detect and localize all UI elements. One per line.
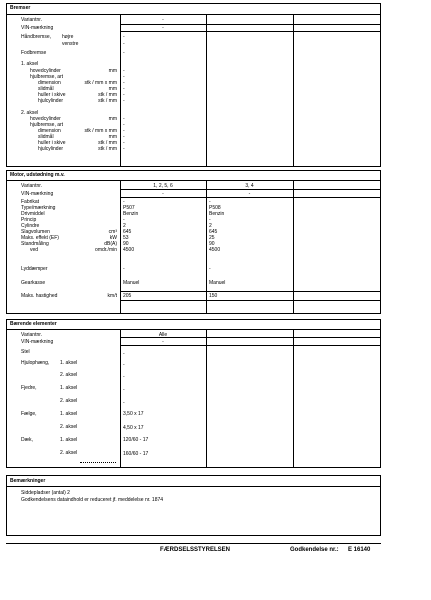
brake-row-unit: stk / mm x mm — [84, 80, 117, 86]
footbrake-label: Fodbremse — [21, 50, 47, 56]
fjedre-axle1: 1. aksel — [60, 385, 78, 391]
motor-row-unit: kW — [109, 235, 117, 241]
fjedre-label: Fjedre, — [21, 385, 37, 391]
motor-col-line-2 — [206, 180, 207, 314]
footbrake-value: - — [123, 50, 125, 56]
brake-row-unit: mm — [108, 86, 117, 92]
motor-row-label: Type/mærkning — [21, 205, 56, 211]
brake-row-value: - — [123, 140, 125, 146]
speed-v1: 205 — [123, 293, 132, 299]
motor-row-v2: 25 — [209, 235, 215, 241]
brake-row-label: hjulcylinder — [38, 146, 64, 152]
motor-row-unit: omdr./min — [95, 247, 117, 253]
motor-row-v1: 645 — [123, 229, 132, 235]
motor-row-label: Slagvolumen — [21, 229, 50, 235]
brakes-col1-vin: - — [162, 25, 164, 31]
motor-vin-line — [120, 197, 381, 198]
brake-row-unit: stk / mm — [98, 146, 117, 152]
motor-row-v2: 90 — [209, 241, 215, 247]
motor-row-v2: - — [209, 217, 211, 223]
handbrake-left-label: venstre — [62, 41, 79, 47]
motor-row-label: Standmåling — [21, 241, 49, 247]
brakes-col-line-3 — [293, 14, 294, 167]
brakes-axle1-label: 1. aksel — [21, 61, 39, 67]
remarks-title: Bemærkninger — [10, 478, 46, 484]
handbrake-right-label: højre — [62, 34, 74, 40]
fjedre-axle2-value: - — [123, 400, 125, 406]
brake-row-unit: stk / mm — [98, 140, 117, 146]
brake-row-unit: mm — [108, 116, 117, 122]
brake-row-value: - — [123, 80, 125, 86]
brake-row-label: dimension — [38, 128, 61, 134]
brakes-vin-line — [120, 31, 381, 32]
remarks-line-2: Godkendelsens dataindhold er reduceret jf. meddelelse nr. 1874 — [21, 497, 164, 503]
carrying-col1-vin: - — [162, 339, 164, 345]
brake-row-value: - — [123, 92, 125, 98]
speed-line-bottom — [120, 300, 381, 301]
brake-row-value: - — [123, 74, 125, 80]
motor-row-unit: cm³ — [108, 229, 117, 235]
motor-row-label: Maks. effekt (EF) — [21, 235, 59, 241]
motor-header-line — [6, 180, 381, 181]
motor-row-label: ved — [30, 247, 39, 253]
carrying-col1-variant: Alle — [158, 332, 168, 338]
motor-row-v2: Benzin — [209, 211, 225, 217]
motor-col1-variant: 1, 2, 5, 6 — [153, 183, 173, 189]
motor-row-v2: - — [209, 199, 211, 205]
motor-row-label: Cylindre — [21, 223, 40, 229]
brakes-axle2-label: 2. aksel — [21, 110, 39, 116]
footer-approval-label: Godkendelse nr.: — [290, 547, 339, 553]
footer-rule — [6, 543, 381, 544]
gearkasse-label: Gearkasse — [21, 280, 46, 286]
brakes-variant-label: Variantnr. — [21, 17, 43, 23]
lyddaemper-v1: - — [123, 266, 125, 272]
fjedre-axle2: 2. aksel — [60, 398, 78, 404]
daek-dotted-line — [80, 462, 116, 463]
speed-label: Maks. hastighed — [21, 293, 58, 299]
brake-row-label: dimension — [38, 80, 61, 86]
brake-row-unit: stk / mm x mm — [84, 128, 117, 134]
motor-row-v1: 2 — [123, 223, 126, 229]
brakes-header-line — [6, 14, 381, 15]
brake-row-unit: mm — [108, 134, 117, 140]
motor-variant-label: Variantnr. — [21, 183, 43, 189]
brake-row-label: slidmål — [38, 134, 54, 140]
brakes-col-line-1 — [120, 14, 121, 167]
speed-unit: km/t — [107, 293, 117, 299]
fjedre-axle1-value: - — [123, 387, 125, 393]
daek-label: Dæk, — [21, 437, 33, 443]
motor-title: Motor, udstødning m.v. — [10, 172, 65, 178]
daek-axle2: 2. aksel — [60, 450, 78, 456]
daek-axle1-value: 120/60 - 17 — [123, 437, 149, 443]
faelge-axle1: 1. aksel — [60, 411, 78, 417]
brake-row-unit: mm — [108, 68, 117, 74]
motor-row-label: Princip — [21, 217, 37, 223]
gearkasse-v2: Manuel — [209, 280, 226, 286]
speed-v2: 150 — [209, 293, 218, 299]
faelge-axle2: 2. aksel — [60, 424, 78, 430]
brakes-title: Bremser — [10, 5, 31, 11]
motor-row-v1: - — [123, 217, 125, 223]
brake-row-label: huller i skive — [38, 140, 66, 146]
brake-row-value: - — [123, 134, 125, 140]
motor-row-v1: 4500 — [123, 247, 135, 253]
brake-row-label: hjulbremse, art — [30, 122, 64, 128]
remarks-header-line — [6, 486, 381, 487]
daek-axle1: 1. aksel — [60, 437, 78, 443]
faelge-axle1-value: 3,50 x 17 — [123, 411, 144, 417]
stel-label: Stel — [21, 349, 30, 355]
motor-row-v1: Benzin — [123, 211, 139, 217]
speed-line — [120, 291, 381, 292]
brake-row-unit: stk / mm — [98, 92, 117, 98]
motor-vin-label: VIN-mærkning — [21, 191, 54, 197]
motor-row-label: Fabrikat — [21, 199, 40, 205]
motor-col-line-3 — [293, 180, 294, 314]
faelge-axle2-value: 4,50 x 17 — [123, 425, 144, 431]
brake-row-value: - — [123, 98, 125, 104]
hjulophaeng-axle2-value: - — [123, 374, 125, 380]
motor-row-v2: 645 — [209, 229, 218, 235]
motor-row-v2: 4500 — [209, 247, 221, 253]
brake-row-value: - — [123, 68, 125, 74]
carrying-header-line — [6, 329, 381, 330]
motor-row-v2: 2 — [209, 223, 212, 229]
brake-row-value: - — [123, 122, 125, 128]
motor-row-v2: P508 — [209, 205, 221, 211]
hjulophaeng-axle2: 2. aksel — [60, 372, 78, 378]
gearkasse-v1: Manuel — [123, 280, 140, 286]
hjulophaeng-axle1: 1. aksel — [60, 360, 78, 366]
motor-col2-variant: 3, 4 — [245, 183, 254, 189]
carrying-col-line-3 — [293, 329, 294, 468]
footer-approval-number: E 16140 — [348, 547, 371, 553]
brake-row-label: hovedcylinder — [30, 116, 61, 122]
hjulophaeng-axle1-value: - — [123, 362, 125, 368]
carrying-title: Bærende elementer — [10, 321, 57, 327]
brake-row-value: - — [123, 116, 125, 122]
remarks-section — [6, 475, 381, 536]
motor-col-line-1 — [120, 180, 121, 314]
carrying-col-line-1 — [120, 329, 121, 468]
brake-row-unit: stk / mm — [98, 98, 117, 104]
motor-row-unit: dB(A) — [104, 241, 117, 247]
carrying-col-line-2 — [206, 329, 207, 468]
motor-row-v1: P507 — [123, 205, 135, 211]
stel-value: - — [123, 351, 125, 357]
brake-row-label: slidmål — [38, 86, 54, 92]
carrying-vin-label: VIN-mærkning — [21, 339, 54, 345]
brake-row-label: hovedcylinder — [30, 68, 61, 74]
brake-row-value: - — [123, 146, 125, 152]
motor-col1-vin: - — [162, 191, 164, 197]
brake-row-label: hjulcylinder — [38, 98, 64, 104]
brake-row-label: huller i skive — [38, 92, 66, 98]
carrying-vin-line — [120, 345, 381, 346]
motor-row-v1: 53 — [123, 235, 129, 241]
motor-variant-line — [120, 189, 381, 190]
brakes-col1-variant: - — [162, 17, 164, 23]
lyddaemper-label: Lyddæmper — [21, 266, 48, 272]
handbrake-right-value: - — [123, 34, 125, 40]
carrying-variant-label: Variantnr. — [21, 332, 43, 338]
motor-col2-vin: - — [248, 191, 251, 197]
brake-row-value: - — [123, 86, 125, 92]
daek-axle2-value: 160/60 - 17 — [123, 451, 149, 457]
motor-row-v1: - — [123, 199, 125, 205]
remarks-line-1: Siddepladser (antal) 2 — [21, 490, 70, 496]
motor-row-v1: 90 — [123, 241, 129, 247]
handbrake-left-value: - — [123, 41, 125, 47]
brakes-vin-label: VIN-mærkning — [21, 25, 54, 31]
motor-row-label: Drivmiddel — [21, 211, 45, 217]
handbrake-label: Håndbremse, — [21, 34, 52, 40]
faelge-label: Fælge, — [21, 411, 37, 417]
lyddaemper-v2: - — [209, 266, 211, 272]
footer-authority: FÆRDSELSSTYRELSEN — [160, 547, 231, 553]
brake-row-value: - — [123, 128, 125, 134]
brake-row-label: hjulbremse, art — [30, 74, 64, 80]
hjulophaeng-label: Hjulophæng, — [21, 360, 50, 366]
brakes-col-line-2 — [206, 14, 207, 167]
